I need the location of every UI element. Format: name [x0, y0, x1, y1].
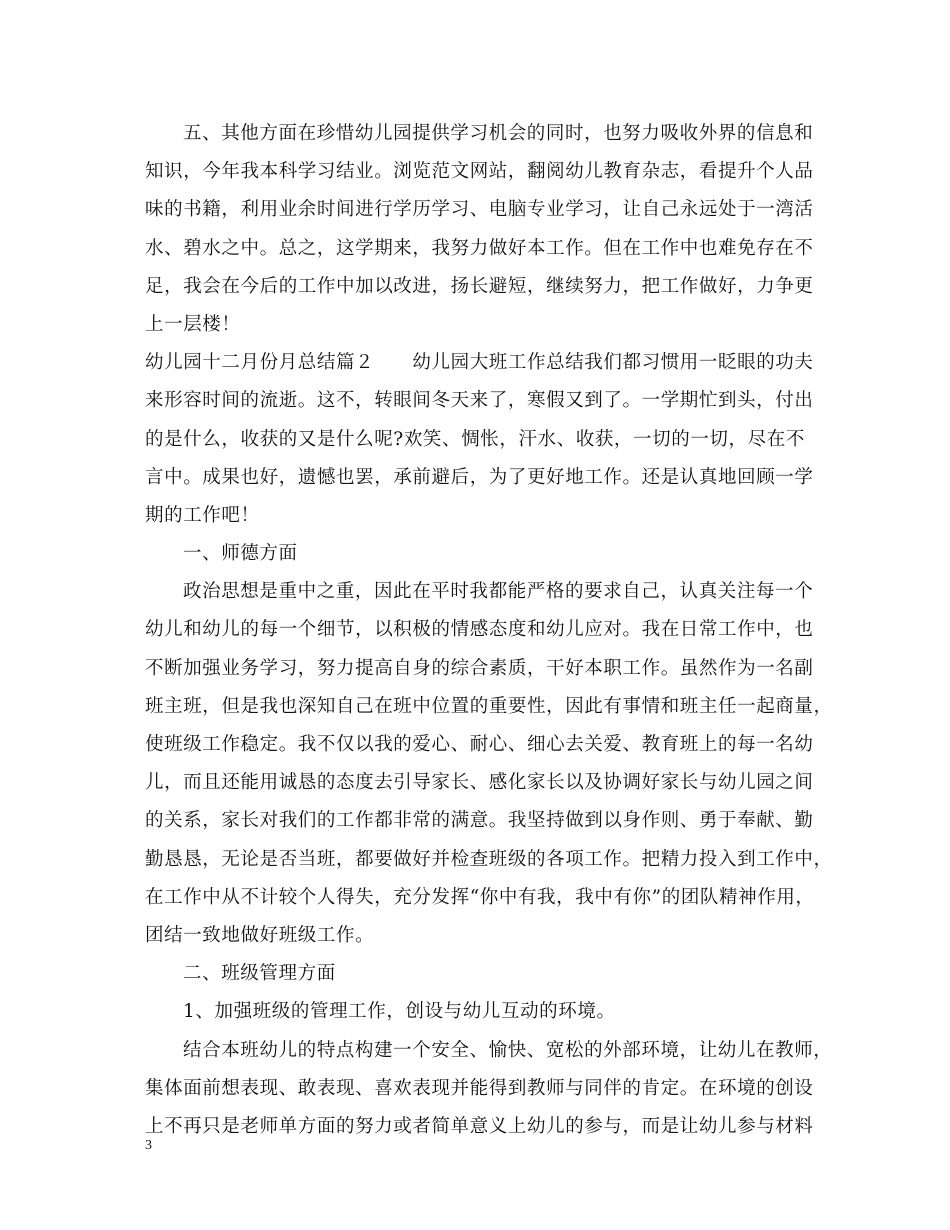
text-line: 知识，今年我本科学习结业。浏览范文网站，翻阅幼儿教育杂志，看提升个人品: [145, 161, 814, 183]
text-line: 五、其他方面在珍惜幼儿园提供学习机会的同时，也努力吸收外界的信息和: [183, 123, 814, 144]
text-line: 的关系，家长对我们的工作都非常的满意。我坚持做到以身作则、勇于奉献、勤: [145, 810, 814, 832]
text-line: 上一层楼！: [145, 313, 241, 335]
text-line: 在工作中从不计较个人得失，充分发挥“你中有我，我中有你”的团队精神作用，: [145, 886, 815, 908]
text-line: 团结一致地做好班级工作。: [145, 924, 375, 946]
text-line: 不断加强业务学习，努力提高自身的综合素质，干好本职工作。虽然作为一名副: [145, 657, 814, 679]
text-line: 言中。成果也好，遗憾也罢，承前避后，为了更好地工作。还是认真地回顾一学: [145, 466, 814, 488]
text-line: 一、师德方面: [183, 543, 298, 565]
text-line: 儿，而且还能用诚恳的态度去引导家长、感化家长以及协调好家长与幼儿园之间: [145, 772, 814, 794]
text-line: 的是什么，收获的又是什么呢?欢笑、惆怅，汗水、收获，一切的一切，尽在不: [145, 428, 805, 450]
text-line: 水、碧水之中。总之，这学期来，我努力做好本工作。但在工作中也难免存在不: [145, 237, 814, 259]
text-line: 班主班，但是我也深知自己在班中位置的重要性，因此有事情和班主任一起商量，: [145, 695, 833, 717]
text-line: 集体面前想表现、敢表现、喜欢表现并能得到教师与同伴的肯定。在环境的创设: [145, 1077, 814, 1099]
text-line: 使班级工作稳定。我不仅以我的爱心、耐心、细心去关爱、教育班上的每一名幼: [145, 734, 814, 755]
text-line: 勤恳恳，无论是否当班，都要做好并检查班级的各项工作。把精力投入到工作中，: [145, 848, 833, 870]
text-line: 政治思想是重中之重，因此在平时我都能严格的要求自己，认真关注每一个: [183, 581, 814, 603]
text-line: 来形容时间的流逝。这不，转眼间冬天来了，寒假又到了。一学期忙到头，付出: [145, 390, 814, 412]
text-line: 味的书籍，利用业余时间进行学历学习、电脑专业学习，让自己永远处于一湾活: [145, 199, 814, 221]
page-number: 3: [145, 1138, 152, 1153]
text-line: 幼儿和幼儿的每一个细节，以积极的情感态度和幼儿应对。我在日常工作中，也: [145, 619, 814, 641]
text-line: 期的工作吧！: [145, 504, 260, 526]
document-body: [145, 115, 833, 1146]
text-line: 二、班级管理方面: [183, 963, 336, 985]
text-line: 1、加强班级的管理工作，创设与幼儿互动的环境。: [183, 1001, 616, 1023]
text-line: 足，我会在今后的工作中加以改进，扬长避短，继续努力，把工作做好，力争更: [145, 275, 814, 297]
text-line: 幼儿园十二月份月总结篇２ 幼儿园大班工作总结我们都习惯用一眨眼的功夫: [145, 352, 814, 374]
text-line: 上不再只是老师单方面的努力或者简单意义上幼儿的参与，而是让幼儿参与材料: [145, 1115, 814, 1137]
text-line: 结合本班幼儿的特点构建一个安全、愉快、宽松的外部环境，让幼儿在教师，: [183, 1039, 833, 1061]
